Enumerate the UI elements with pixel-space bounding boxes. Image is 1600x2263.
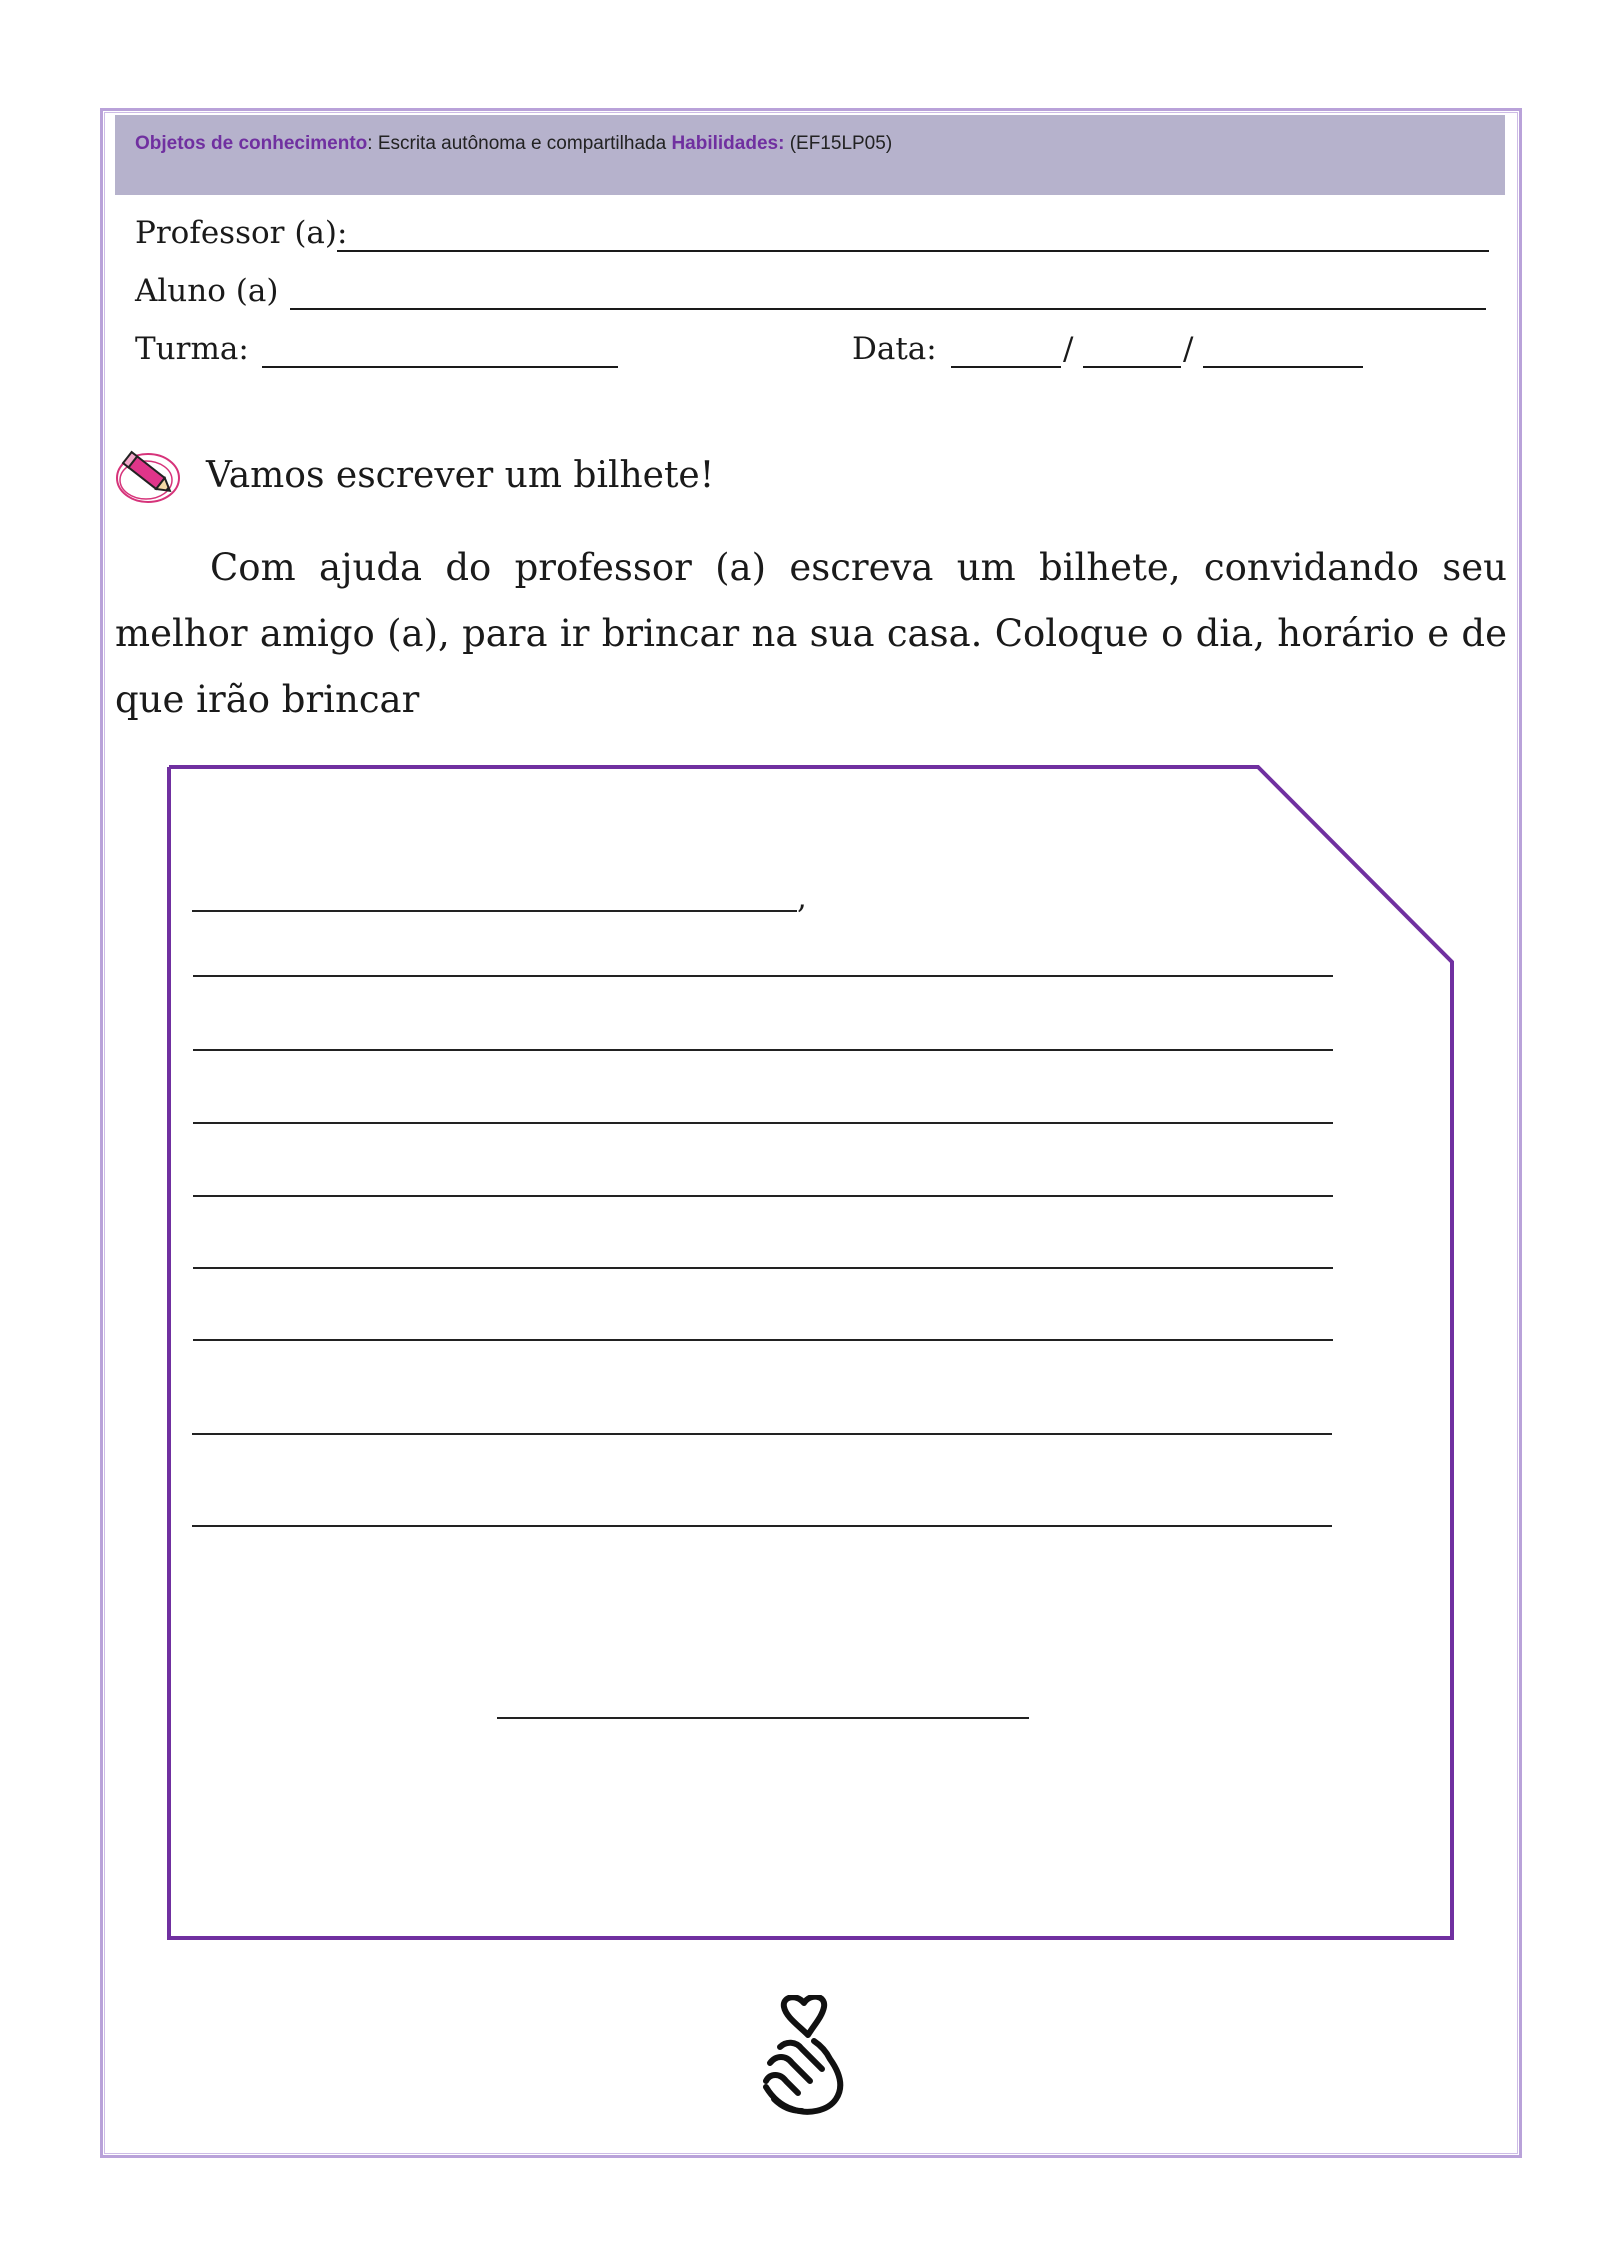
class-label: Turma: <box>135 331 249 367</box>
writing-line[interactable] <box>193 1049 1333 1051</box>
date-label: Data: <box>852 331 937 367</box>
instruction-text: Com ajuda do professor (a) escreva um bilhete, convidando seu melhor amigo (a), para ir brincar na sua casa. Coloque o dia, horário e de que irão brincar <box>115 546 1507 721</box>
skills-label: Habilidades: <box>671 133 785 154</box>
header-text <box>135 133 892 155</box>
date-year-field[interactable] <box>1203 366 1363 368</box>
student-label: Aluno (a) <box>135 273 279 309</box>
objects-label: Objetos de conhecimento <box>135 133 368 154</box>
objects-value: : Escrita autônoma e compartilhada <box>367 133 672 154</box>
greeting-line[interactable] <box>192 910 797 912</box>
writing-line[interactable] <box>192 1433 1332 1435</box>
writing-line[interactable] <box>193 1195 1333 1197</box>
date-day-field[interactable] <box>951 366 1061 368</box>
signature-line[interactable] <box>497 1717 1029 1719</box>
greeting-comma: , <box>797 880 807 916</box>
page-frame-inner <box>104 112 1518 2154</box>
activity-instruction <box>115 535 1507 733</box>
skills-value: (EF15LP05) <box>784 133 893 154</box>
writing-line[interactable] <box>193 975 1333 977</box>
activity-title: Vamos escrever um bilhete! <box>206 455 715 496</box>
writing-line[interactable] <box>192 1525 1332 1527</box>
class-field[interactable] <box>262 366 618 368</box>
hand-heart-icon <box>752 1995 862 2120</box>
date-month-field[interactable] <box>1083 366 1181 368</box>
teacher-field[interactable] <box>337 250 1489 252</box>
date-separator: / <box>1063 331 1074 367</box>
writing-line[interactable] <box>193 1122 1333 1124</box>
writing-line[interactable] <box>193 1339 1333 1341</box>
writing-line[interactable] <box>193 1267 1333 1269</box>
teacher-label: Professor (a): <box>135 215 348 251</box>
pencil-icon <box>113 445 183 507</box>
date-separator: / <box>1183 331 1194 367</box>
header-band <box>115 115 1505 195</box>
student-field[interactable] <box>290 308 1486 310</box>
